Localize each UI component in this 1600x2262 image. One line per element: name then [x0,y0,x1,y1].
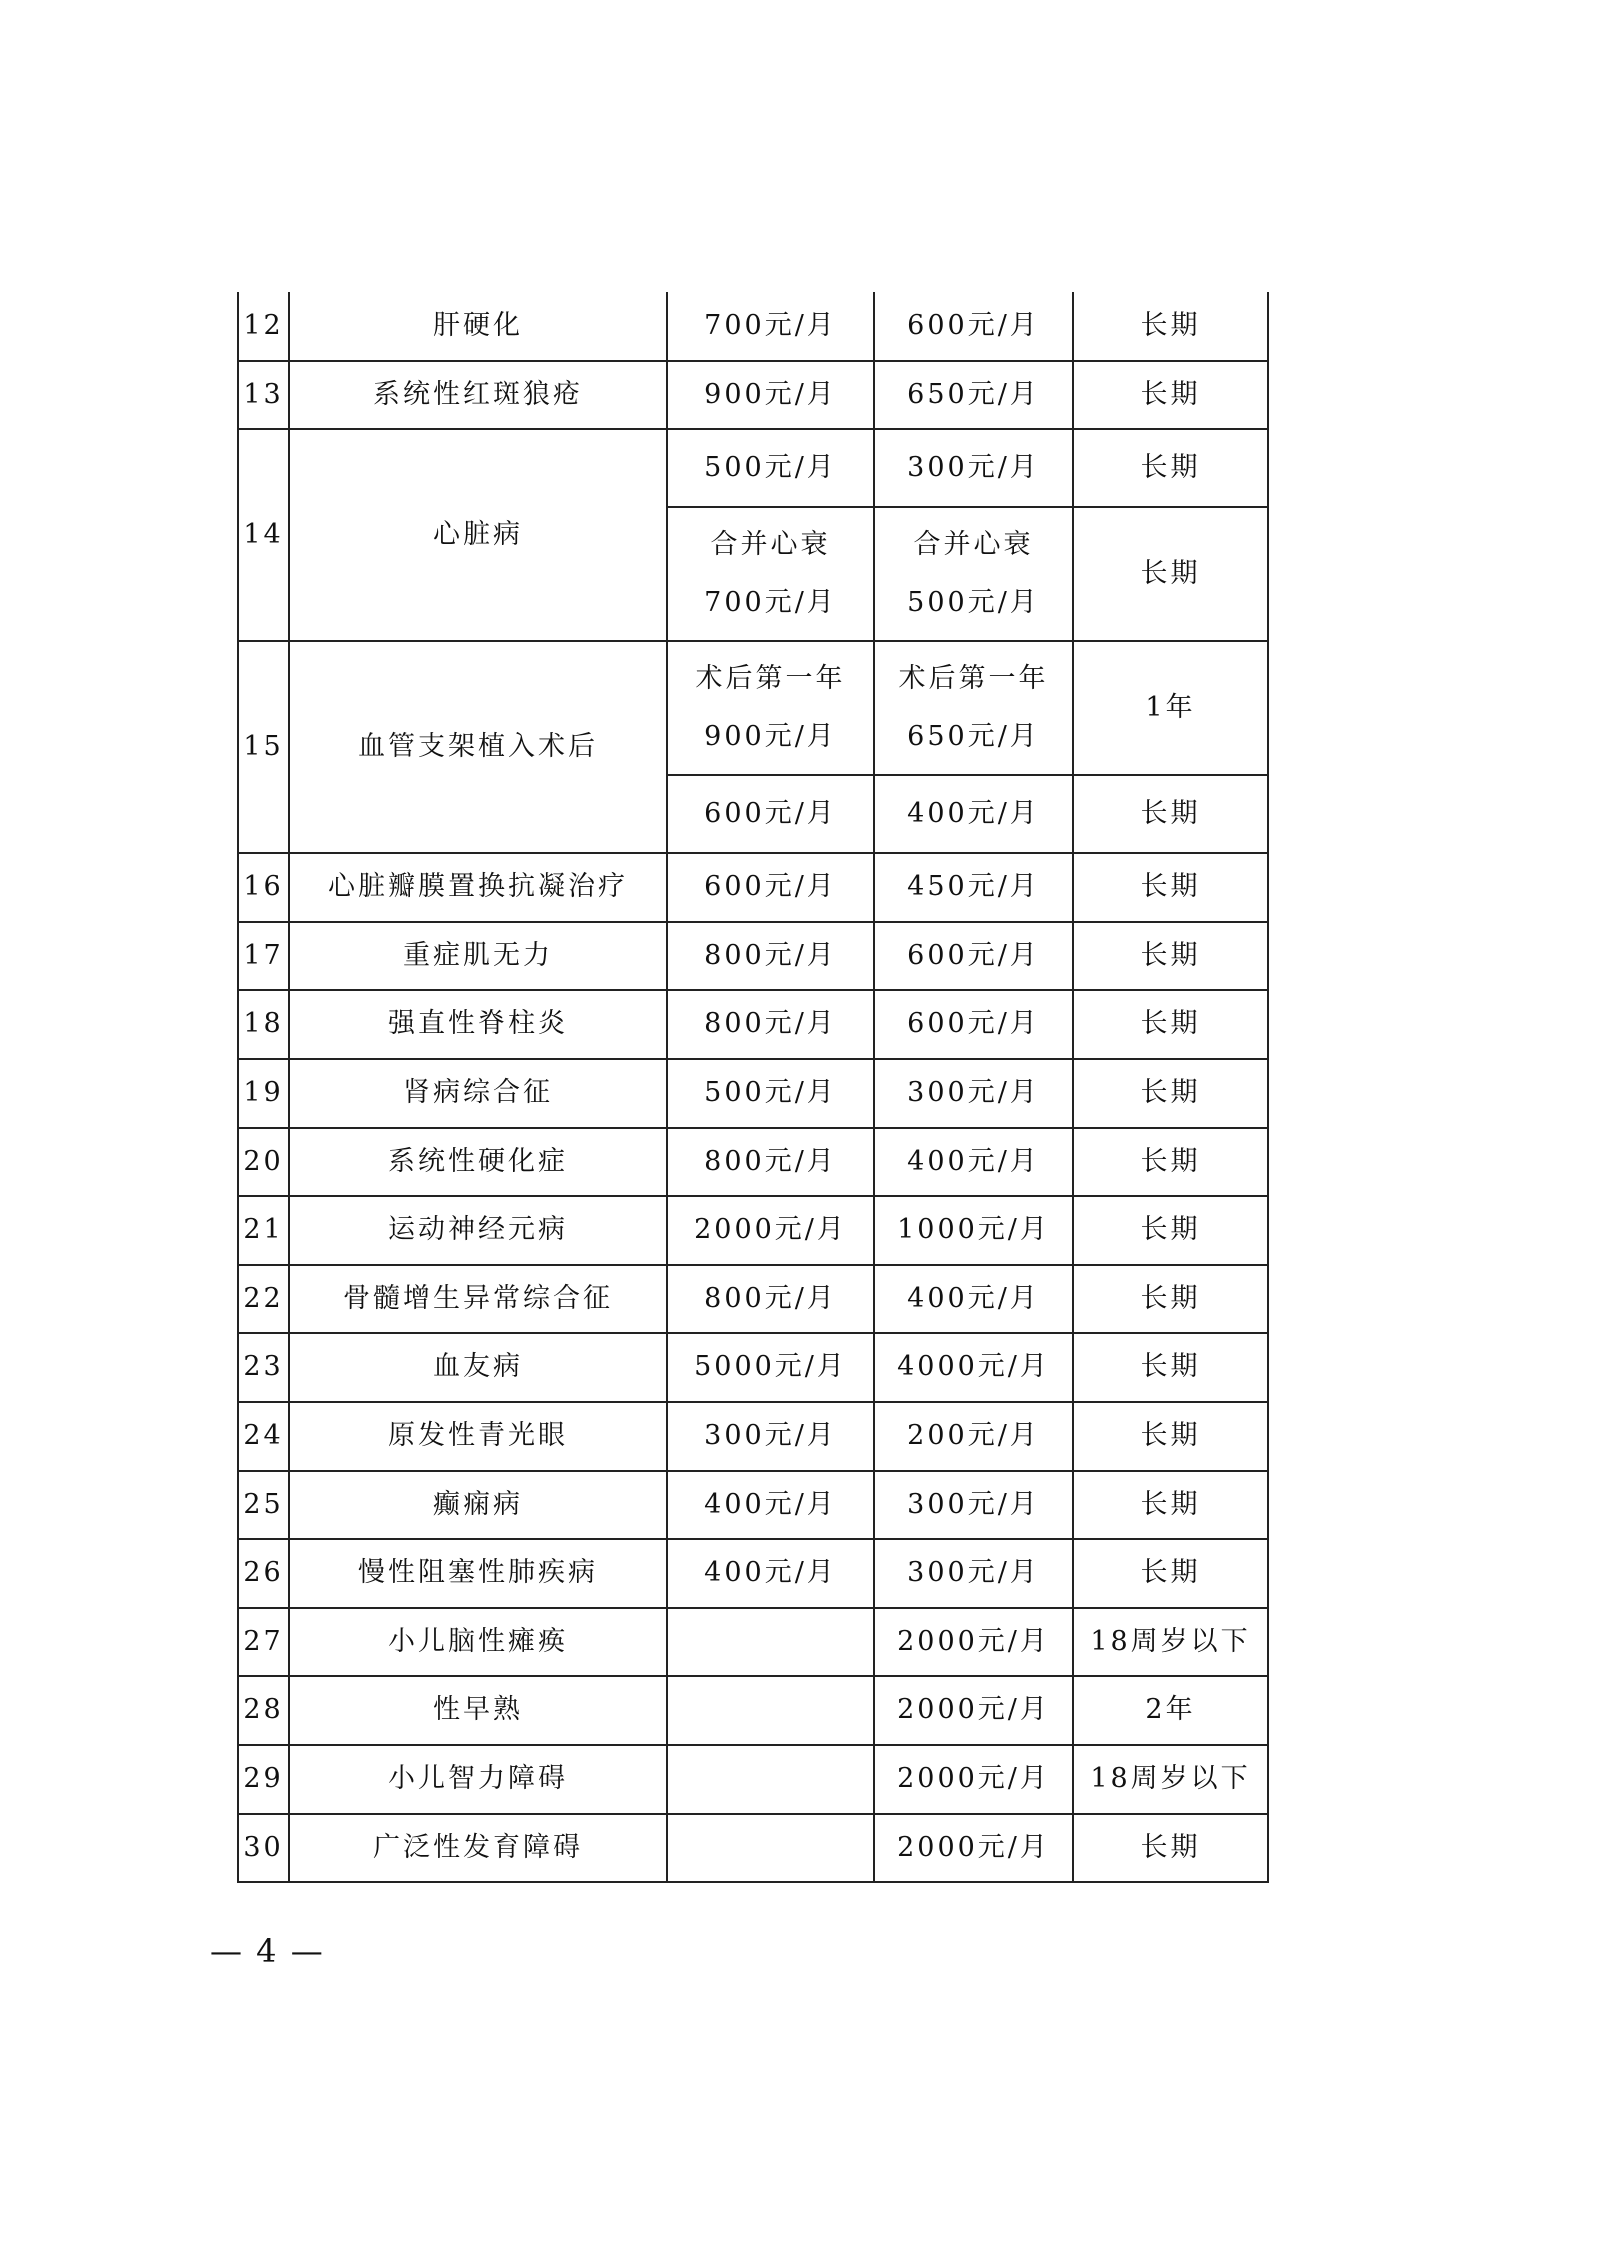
period-cell: 长期 [1073,292,1268,361]
row-number: 15 [238,641,289,853]
disease-name: 系统性红斑狼疮 [289,361,667,430]
table-row [238,1059,1268,1128]
table-row [238,1745,1268,1814]
disease-name: 小儿脑性瘫痪 [289,1608,667,1677]
amount-cell-b [874,507,1073,641]
amount-cell-b-line: 300元/月 [907,1488,1040,1520]
amount-cell-b-line: 1000元/月 [897,1214,1050,1246]
period-cell: 长期 [1073,1402,1268,1471]
period-cell: 2年 [1073,1676,1268,1745]
table-row [238,1539,1268,1608]
row-number: 14 [238,429,289,641]
amount-cell-b [874,361,1073,430]
amount-cell-b [874,1745,1073,1814]
amount-cell-b-line: 400元/月 [907,797,1040,829]
period-cell: 长期 [1073,1128,1268,1197]
amount-cell-b-line: 合并心衰 [913,528,1034,560]
amount-cell-a-line: 5000元/月 [694,1351,847,1383]
amount-cell-a [667,1608,874,1677]
amount-cell-b-line: 650元/月 [907,721,1040,753]
period-cell: 长期 [1073,1333,1268,1402]
amount-cell-b-line: 500元/月 [907,587,1040,619]
amount-cell-a [667,1402,874,1471]
amount-cell-a-line: 700元/月 [704,587,837,619]
row-number: 28 [238,1676,289,1745]
row-number: 30 [238,1814,289,1883]
disease-name: 心脏病 [289,429,667,641]
disease-name: 系统性硬化症 [289,1128,667,1197]
amount-cell-b [874,1471,1073,1540]
amount-cell-a-line: 600元/月 [704,871,837,903]
amount-cell-b-line: 300元/月 [907,1557,1040,1589]
disease-name: 血友病 [289,1333,667,1402]
amount-cell-b [874,641,1073,775]
row-number: 12 [238,292,289,361]
amount-cell-a [667,1676,874,1745]
row-number: 23 [238,1333,289,1402]
amount-cell-b-line: 2000元/月 [897,1625,1050,1657]
amount-cell-b-line: 650元/月 [907,378,1040,410]
amount-cell-b [874,922,1073,991]
disease-name: 广泛性发育障碍 [289,1814,667,1883]
amount-cell-b [874,1333,1073,1402]
amount-cell-a [667,990,874,1059]
table-row [238,1196,1268,1265]
disease-name: 心脏瓣膜置换抗凝治疗 [289,853,667,922]
amount-cell-b [874,292,1073,361]
row-number: 20 [238,1128,289,1197]
table-row [238,1402,1268,1471]
period-cell: 长期 [1073,507,1268,641]
row-number: 29 [238,1745,289,1814]
row-number: 27 [238,1608,289,1677]
amount-cell-a [667,507,874,641]
amount-cell-a-line: 900元/月 [704,721,837,753]
amount-cell-a-line: 合并心衰 [710,528,831,560]
period-cell: 长期 [1073,1471,1268,1540]
amount-cell-b-line: 2000元/月 [897,1831,1050,1863]
amount-cell-a-line: 500元/月 [704,1077,837,1109]
row-number: 17 [238,922,289,991]
amount-cell-a [667,853,874,922]
period-cell: 长期 [1073,922,1268,991]
amount-cell-a-line: 600元/月 [704,797,837,829]
amount-cell-b [874,1814,1073,1883]
row-number: 13 [238,361,289,430]
amount-cell-b-line: 200元/月 [907,1420,1040,1452]
table-row [238,1608,1268,1677]
row-number: 26 [238,1539,289,1608]
amount-cell-a [667,1128,874,1197]
amount-cell-a-line: 800元/月 [704,1145,837,1177]
disease-name: 小儿智力障碍 [289,1745,667,1814]
amount-cell-b [874,990,1073,1059]
amount-cell-a [667,1745,874,1814]
disease-name: 肾病综合征 [289,1059,667,1128]
amount-cell-a [667,1814,874,1883]
amount-cell-b [874,1539,1073,1608]
amount-cell-a [667,1471,874,1540]
amount-cell-b [874,1676,1073,1745]
amount-cell-a-line: 900元/月 [704,378,837,410]
disease-name: 性早熟 [289,1676,667,1745]
disease-name: 骨髓增生异常综合征 [289,1265,667,1334]
amount-cell-b-line: 术后第一年 [898,662,1049,694]
disease-name: 慢性阻塞性肺疾病 [289,1539,667,1608]
table-row [238,853,1268,922]
amount-cell-b [874,853,1073,922]
amount-cell-a [667,1265,874,1334]
amount-cell-a-line: 400元/月 [704,1488,837,1520]
amount-cell-b-line: 300元/月 [907,451,1040,483]
amount-cell-b-line: 600元/月 [907,939,1040,971]
amount-cell-b-line: 4000元/月 [897,1351,1050,1383]
table-row [238,1676,1268,1745]
disease-name: 运动神经元病 [289,1196,667,1265]
amount-cell-a [667,1539,874,1608]
period-cell: 长期 [1073,990,1268,1059]
amount-cell-a [667,775,874,853]
amount-cell-a [667,1059,874,1128]
amount-cell-b [874,1059,1073,1128]
disease-name: 强直性脊柱炎 [289,990,667,1059]
period-cell: 长期 [1073,1265,1268,1334]
period-cell: 18周岁以下 [1073,1608,1268,1677]
table-row [238,1471,1268,1540]
table-row [238,1128,1268,1197]
disease-name: 血管支架植入术后 [289,641,667,853]
amount-cell-a-line: 术后第一年 [695,662,846,694]
table-row [238,990,1268,1059]
page-number: — 4 — [210,1932,325,1970]
amount-cell-b-line: 600元/月 [907,309,1040,341]
amount-cell-b-line: 300元/月 [907,1077,1040,1109]
amount-cell-b-line: 2000元/月 [897,1763,1050,1794]
amount-cell-a-line: 2000元/月 [694,1214,847,1246]
disease-name: 原发性青光眼 [289,1402,667,1471]
period-cell: 长期 [1073,1059,1268,1128]
row-number: 19 [238,1059,289,1128]
period-cell: 长期 [1073,429,1268,507]
amount-cell-a [667,922,874,991]
amount-cell-a-line: 800元/月 [704,1282,837,1314]
period-cell: 长期 [1073,775,1268,853]
disease-name: 重症肌无力 [289,922,667,991]
amount-cell-a [667,292,874,361]
period-cell: 长期 [1073,1196,1268,1265]
amount-cell-b-line: 2000元/月 [897,1694,1050,1726]
amount-cell-a-line: 400元/月 [704,1557,837,1589]
row-number: 24 [238,1402,289,1471]
table-row [238,1333,1268,1402]
amount-cell-a [667,361,874,430]
table-row [238,429,1268,507]
amount-cell-b [874,775,1073,853]
amount-cell-b-line: 400元/月 [907,1145,1040,1177]
amount-cell-a-line: 800元/月 [704,939,837,971]
amount-cell-a-line: 500元/月 [704,451,837,483]
row-number: 16 [238,853,289,922]
amount-cell-b-line: 600元/月 [907,1008,1040,1040]
disease-name: 癫痫病 [289,1471,667,1540]
amount-cell-a [667,1196,874,1265]
amount-cell-b-line: 450元/月 [907,871,1040,903]
period-cell: 长期 [1073,1539,1268,1608]
row-number: 22 [238,1265,289,1334]
table-row [238,292,1268,361]
table-row [238,1814,1268,1883]
row-number: 25 [238,1471,289,1540]
amount-cell-b [874,1608,1073,1677]
amount-cell-a-line: 700元/月 [704,309,837,341]
amount-cell-a [667,641,874,775]
period-cell: 长期 [1073,1814,1268,1883]
amount-cell-a-line: 300元/月 [704,1420,837,1452]
period-cell: 18周岁以下 [1073,1745,1268,1814]
disease-limit-table [237,292,1269,1883]
amount-cell-a [667,429,874,507]
table-row [238,641,1268,775]
table-row [238,922,1268,991]
period-cell: 长期 [1073,361,1268,430]
disease-name: 肝硬化 [289,292,667,361]
amount-cell-b [874,1196,1073,1265]
table-row [238,1265,1268,1334]
table-row [238,361,1268,430]
amount-cell-a [667,1333,874,1402]
period-cell: 长期 [1073,853,1268,922]
row-number: 21 [238,1196,289,1265]
amount-cell-a-line: 800元/月 [704,1008,837,1040]
amount-cell-b [874,1402,1073,1471]
amount-cell-b [874,429,1073,507]
table-body [238,292,1268,1882]
period-cell: 1年 [1073,641,1268,775]
row-number: 18 [238,990,289,1059]
amount-cell-b-line: 400元/月 [907,1282,1040,1314]
amount-cell-b [874,1265,1073,1334]
amount-cell-b [874,1128,1073,1197]
